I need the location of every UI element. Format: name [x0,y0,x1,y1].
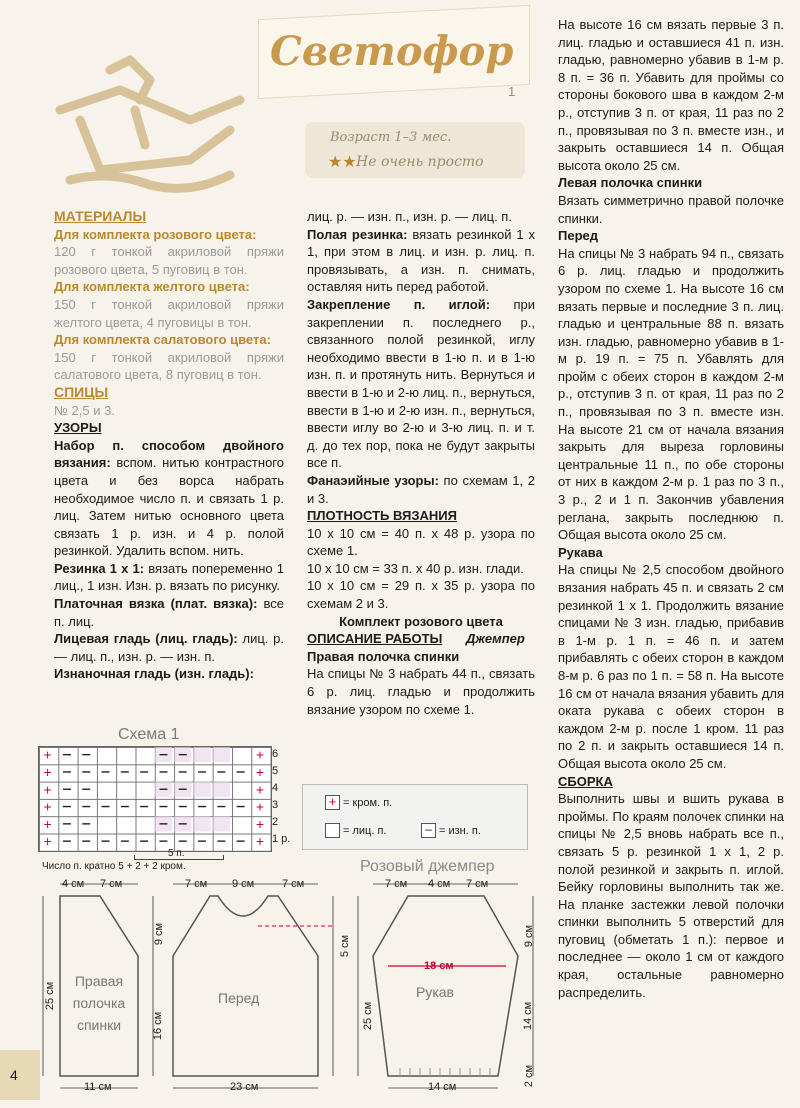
scheme-row-3: 3 [272,799,279,811]
scheme-row-2: 2 [272,816,279,828]
sleeve-top-dim-1: 7 см [385,878,408,890]
sleeve-bottom-dim: 14 см [428,1081,457,1093]
sleeve-right-dim-2: 14 см [522,1001,535,1031]
column-3 [558,16,784,1001]
yellow-set-text: 150 г тонкой акриловой пряжи желтого цвета, 4 пуговицы в тон. [54,296,284,330]
yellow-set-heading: Для комплекта желтого цвета: [54,279,250,295]
green-set-heading: Для комплекта салатового цвета: [54,332,271,348]
edge-stitch-mark: + [43,815,52,832]
legend-knit: = лиц. п. [343,825,387,837]
column-2 [307,208,535,718]
scheme-legend [302,784,528,850]
hollow-rib-text: вязать резинкой 1 х 1, при этом в лиц. и изн. р. лиц. п. провязывать, а изн. п. снимать, оставляя нить перед работой. [307,226,535,295]
edge-stitch-icon: + [325,795,340,810]
front-piece-outline [173,896,318,1076]
difficulty-stars: ★★ [328,154,357,171]
front-heading: Перед [558,228,598,244]
rib-text: вязать попеременно 1 лиц., 1 изн. Изн. р. вязать по рисунку. [54,560,284,594]
pink-set-heading: Для комплекта розового цвета: [54,226,257,242]
knit-stitch-icon [325,823,340,838]
pattern-cell-shade [213,782,230,797]
edge-stitch-mark: + [255,815,265,832]
fancy-heading: Фанаэийные узоры: [307,472,439,488]
edge-stitch-mark: + [255,781,265,798]
sleeves-text: На спицы № 2,5 способом двойного вязания набрать 45 п. и связать 2 см резинкой 1 х 1. Продолжить вязание спицами № 3 изн. гладью, прибавив в 1-м р. 1 п. = 46 п. и затем прибавлять с обеих сторон в каждом 8-м р. 6 раз по 1 п. = 58 п. На высоте 16 см от начала вязания убавить для оката рукава с обеих сторон в каждом 2-м р. после 1 кром. 11 раз по 2 п. и закрыть оставшиеся 14 п. Общая высота около 25 см. [558,562,785,771]
pattern-cell-shade [193,782,210,797]
bind-off-heading: Закрепление п. иглой: [307,296,491,312]
scheme-row-4: 4 [272,782,279,794]
pink-set-text: 120 г тонкой акриловой пряжи розового цвета, 5 пуговиц в тон. [54,244,284,277]
pink-set-title: Комплект розового цвета [339,613,503,629]
garter-text: все п. лиц. [54,596,284,629]
sleeve-left-dim-2: 25 см [362,1001,375,1031]
edge-stitch-mark: + [255,833,265,850]
materials-heading: МАТЕРИАЛЫ [54,208,147,224]
front-height-dim-2: 16 см [152,1011,165,1041]
difficulty-label: Не очень просто [356,154,484,170]
sleeve-cuff-dim: 2 см [523,1064,536,1088]
edge-stitch-mark: + [255,763,265,780]
back-height-dim: 25 см [44,981,57,1011]
front-height-dim-1: 9 см [153,922,166,946]
sleeve-top-dim-3: 7 см [466,878,489,890]
cast-on-heading: Набор п. способом двойного вязания: [54,437,284,471]
front-top-dim-2: 9 см [232,878,255,890]
banner-number: 1 [508,84,516,99]
front-piece-label: Перед [218,990,260,1006]
front-top-dim-1: 7 см [185,878,208,890]
sleeve-left-dim-1: 5 см [339,934,352,958]
reverse-stockinette-text: лиц. р. — изн. п., изн. р. — лиц. п. [307,209,512,224]
sleeve-right-dim-1: 9 см [523,924,536,948]
edge-stitch-mark: + [43,798,52,815]
age-label: Возраст 1–3 мес. [330,130,452,145]
page-number: 4 [0,1050,40,1100]
needles-heading: СПИЦЫ [54,383,109,400]
sleeve-top-dim-2: 4 см [428,878,451,890]
density-heading: ПЛОТНОСТЬ ВЯЗАНИЯ [307,508,457,524]
back-top-dim-1: 4 см [62,878,85,890]
edge-stitch-mark: + [255,746,265,763]
description-heading: ОПИСАНИЕ РАБОТЫ [307,631,443,647]
back-bottom-dim: 11 см [84,1081,112,1093]
left-back-text: Вязать симметрично правой полочке спинки. [558,192,784,226]
page-title: Светофор [270,28,514,75]
edge-stitch-mark: + [43,746,52,763]
reverse-stockinette-heading: Изнаночная гладь (изн. гладь): [54,666,254,682]
front-bottom-dim: 23 см [230,1081,259,1093]
density-line-3: 10 х 10 см = 29 п. х 35 р. узора по схемам 2 и 3. [307,578,535,612]
green-set-text: 150 г тонкой акриловой пряжи салатового цвета, 8 пуговиц в тон. [54,349,284,383]
pattern-cell-shade [213,816,230,831]
repeat-width: 5 п. [168,848,185,859]
garter-heading: Платочная вязка (плат. вязка): [54,596,258,612]
assembly-text: Выполнить швы и вшить рукава в проймы. По краям полочек спинки на спицы № 2,5 вновь набрать все п., связать 5 р. резинкой 1 х 1, 2 р. полой резинкой и закрыть п. иглой. Бейку горловины выполнить так же. На планке застежки левой полочки спинки выполнить 5 отверстий для пуговиц (обметать 1 п.): первое и последнее — около 1 см от каждого края, остальные равномерно распределить. [558,791,784,1000]
right-back-text: На спицы № 3 набрать 44 п., связать 6 р. лиц. гладью и продолжить вязание узором по схеме 1. [307,666,535,717]
assembly-heading: СБОРКА [558,773,613,789]
scheme-note: Число п. кратно 5 + 2 + 2 кром. [42,861,186,872]
back-top-dim-2: 7 см [100,878,123,890]
scheme-row-5: 5 [272,765,279,777]
sleeve-width-dim: 18 см [424,960,454,972]
column-1 [54,208,284,683]
needles-text: № 2,5 и 3. [54,402,115,418]
sleeve-piece-label: Рукав [416,984,454,1000]
ship-illustration [40,50,260,200]
right-back-heading: Правая полочка спинки [307,648,460,664]
edge-stitch-mark: + [43,763,52,780]
scheme-row-1: 1 р. [272,833,291,845]
stockinette-heading: Лицевая гладь (лиц. гладь): [54,631,238,647]
front-top-dim-3: 7 см [282,878,305,890]
scheme-symbols [38,746,272,852]
density-line-1: 10 х 10 см = 40 п. х 48 р. узора по схеме 1. [307,525,535,559]
jumper-title: Розовый джемпер [360,858,495,875]
front-text: На спицы № 3 набрать 94 п., связать 6 р. лиц. гладью и продолжить узором по схеме 1. На высоте 16 см вязать первые и последние 3 п. лиц. гладью и центральные 88 п. вязать изн. гладью, равномерно убавив в 1-м р. 19 п. = 75 п. Убавлять для пройм с обеих сторон в каждом 2-м р., отступив 3 п. от края, 11 раз по 2 п., провязывая по 3 п. вместе изн. На высоте 21 см от начала вязания закрыть для выреза горловины центральные 11 п., по обе стороны от них в каждом 2-м р. 1 раз по 3 п., 3 р., 2 и 1 п. Закончив убавления реглана, закрыть последнюю п. Общая высота около 25 см. [558,245,784,543]
density-line-2: 10 х 10 см = 33 п. х 40 р. изн. глади. [307,560,524,576]
patterns-heading: УЗОРЫ [54,420,102,436]
cast-on-text: вспом. нитью контрастного цвета и без ворса набрать необходимое число п. и связать 1 р. лиц. Затем нитью основного цвета связать 1 р. изн. и 4 р. полой резинкой. Удалить вспом. нить. [54,455,284,559]
edge-stitch-mark: + [43,781,52,798]
jumper-heading: Джемпер [465,631,525,647]
purl-stitch-icon: – [421,823,436,838]
left-back-heading: Левая полочка спинки [558,175,703,191]
pattern-cell-shade [193,816,210,831]
sleeves-heading: Рукава [558,544,603,560]
fancy-text: по схемам 1, 2 и 3. [307,472,535,506]
pattern-cell-shade [193,747,210,762]
back-piece-label: Правая полочка спинки [72,973,126,1033]
pattern-cell-shade [213,747,230,762]
bind-off-text: при закреплении п. последнего р., связанного полой резинкой, иглу необходимо ввести в 1-ю п. и в 1-ю изн. п. и протянуть нить. Вернуться и ввести в 1-ю и 2-ю лиц. п., вернуться, ввести в 1-ю и 2-ю изн. п., вернуться, ввести иглу во 2-ю и 3-ю лиц. п. и т. д. до тех пор, пока не будут закрыты все п. [307,296,535,471]
stockinette-text: лиц. р. — лиц. п., изн. р. — изн. п. [54,631,285,664]
rib-heading: Резинка 1 х 1: [54,560,145,576]
scheme-title: Схема 1 [118,726,180,743]
legend-purl: = изн. п. [439,825,481,837]
scheme-row-6: 6 [272,748,279,760]
right-back-continued: На высоте 16 см вязать первые 3 п. лиц. гладью и оставшиеся 41 п. изн. гладью, равномерно убавив в 1-м р. 8 п. = 36 п. Убавить для проймы со стороны бокового шва в каждом 2-м р., отступив 3 п. от края, 11 раз по 2 п., провязывая по 3 п. вместе изн., и закрыть оставшиеся 14 п. Общая высота около 25 см. [558,17,784,173]
edge-stitch-mark: + [255,798,265,815]
legend-edge: = кром. п. [343,797,393,809]
edge-stitch-mark: + [43,833,52,850]
hollow-rib-heading: Полая резинка: [307,226,408,242]
